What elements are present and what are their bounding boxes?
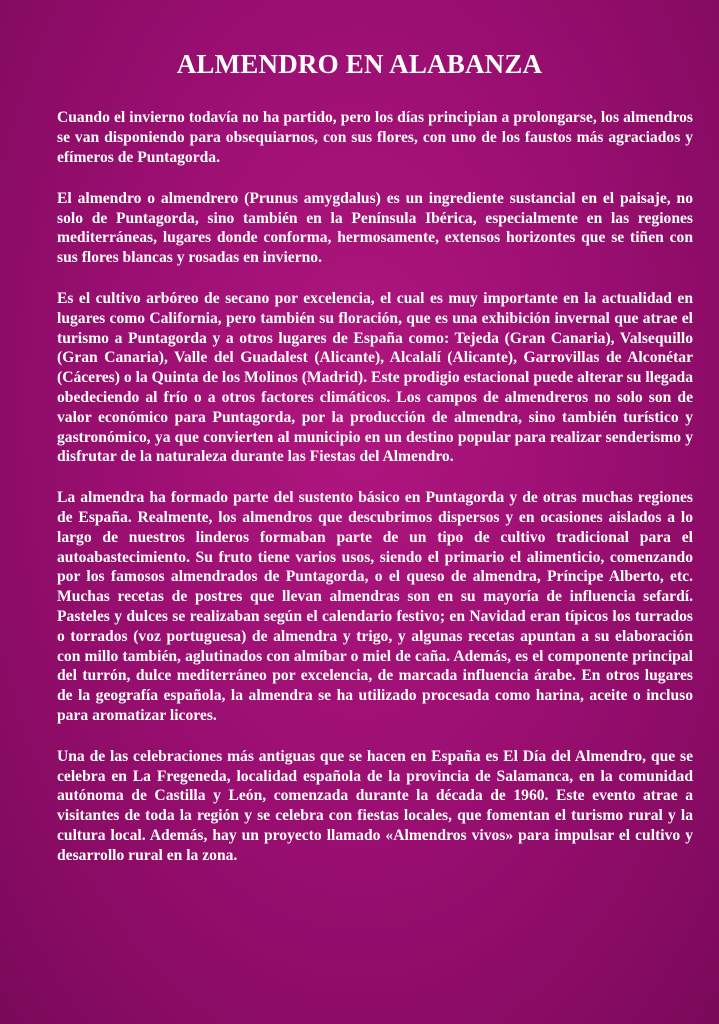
paragraph-cultivation: Es el cultivo arbóreo de secano por excelencia, el cual es muy importante en la actualidad en lugares como California, pero también su floración, que es una exhibición invernal que atrae el turismo a Puntagorda y a otros lugares de España como: Tejeda (Gran Canaria), Valsequillo (Gran Canaria), Valle del Guadalest (Alicante), Alcalalí (Alicante), Garrovillas de Alconétar (Cáceres) o la Quinta de los Molinos (Madrid). Este prodigio estacional puede alterar su llegada obedeciendo al frío o a otros factores climáticos. Los campos de almendreros no solo son de valor económico para Puntagorda, por la producción de almendra, sino también turístico y gastronómico, ya que convierten al municipio en un destino popular para realizar senderismo y disfrutar de la naturaleza durante las Fiestas del Almendro. (57, 289, 693, 466)
paragraph-celebrations: Una de las celebraciones más antiguas que se hacen en España es El Día del Almendro, que se celebra en La Fregeneda, localidad española de la provincia de Salamanca, en la comunidad autónoma de Castilla y León, comenzada durante la década de 1960. Este evento atrae a visitantes de toda la región y se celebra con fiestas locales, que fomentan el turismo rural y la cultura local. Además, hay un proyecto llamado «Almendros vivos» para impulsar el cultivo y desarrollo rural en la zona. (57, 747, 693, 864)
page-title: ALMENDRO EN ALABANZA (176, 49, 543, 79)
paragraph-landscape: El almendro o almendrero (Prunus amygdalus) es un ingrediente sustancial en el paisaje, no solo de Puntagorda, sino también en la Península Ibérica, especialmente en las regiones mediterráneas, lugares donde conforma, hermosamente, extensos horizontes que se tiñen con sus flores blancas y rosadas en invierno. (57, 189, 693, 267)
paragraph-intro: Cuando el invierno todavía no ha partido, pero los días principian a prolongarse, los almendros se van disponiendo para obsequiarnos, con sus flores, con uno de los faustos más agraciados y efímeros de Puntagorda. (57, 109, 693, 166)
paragraph-gastronomy: La almendra ha formado parte del sustento básico en Puntagorda y de otras muchas regiones de España. Realmente, los almendros que descubrimos dispersos y en ocasiones aislados a lo largo de nuestros linderos formaban parte de un tipo de cultivo tradicional para el autoabastecimiento. Su fruto tiene varios usos, siendo el primario el alimenticio, comenzando por los famosos almendrados de Puntagorda, o el queso de almendra, Príncipe Alberto, etc. Muchas recetas de postres que llevan almendras son en su mayoría de influencia sefardí. Pasteles y dulces se realizaban según el calendario festivo; en Navidad eran típicos los turrados o torrados (voz portuguesa) de almendra y trigo, y algunas recetas apuntan a su elaboración con millo también, aglutinados con almíbar o miel de caña. Además, es el componente principal del turrón, dulce mediterráneo por excelencia, de marcada influencia árabe. En otros lugares de la geografía española, la almendra se ha utilizado procesada como harina, aceite o incluso para aromatizar licores. (57, 489, 693, 724)
